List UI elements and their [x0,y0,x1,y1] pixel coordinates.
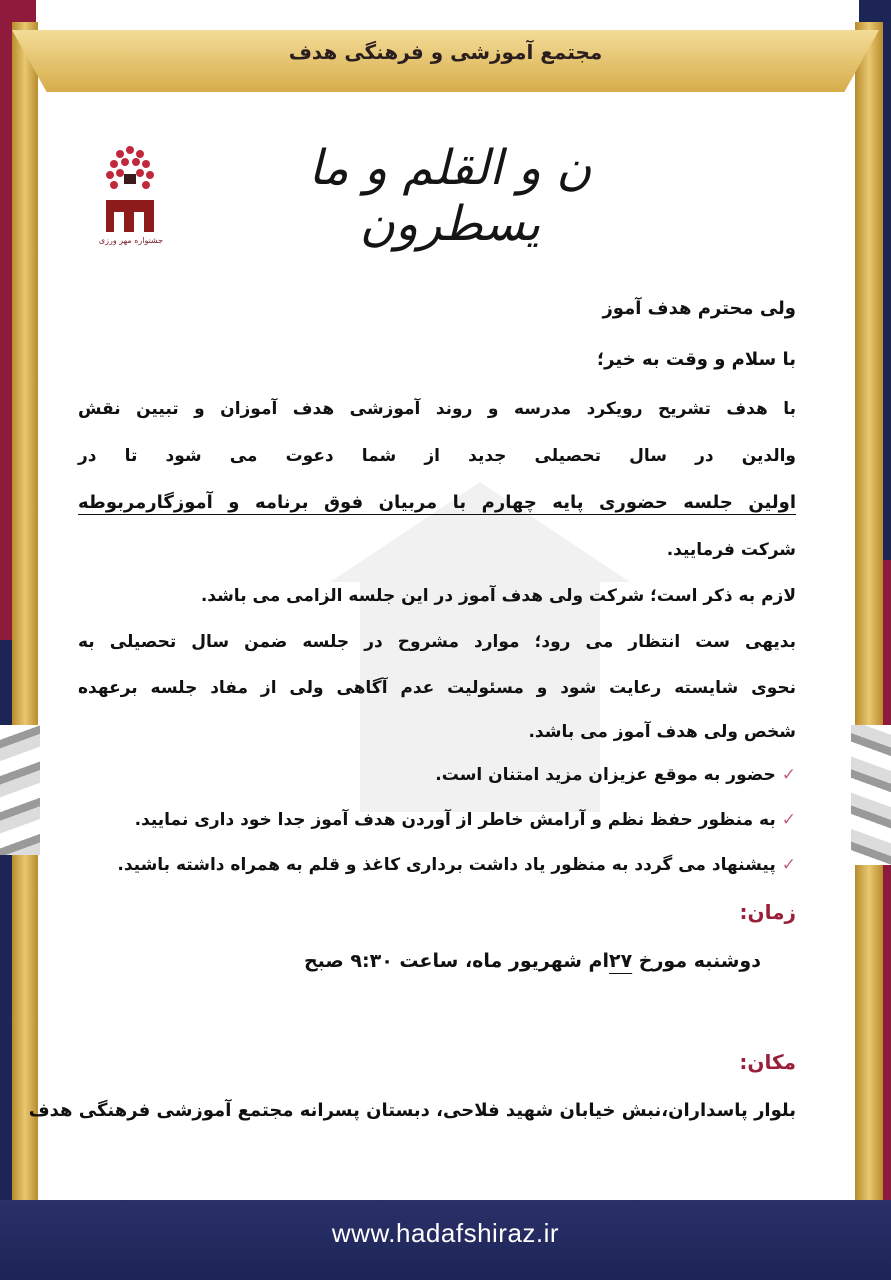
time-suffix: ام شهریور ماه، ساعت ۹:۳۰ صبح [303,950,609,972]
checkmark-icon: ✓ [781,855,796,875]
hadaf-logo-icon [100,140,160,250]
intro-line-2: والدین در سال تحصیلی جدید از شما دعوت می شود تا در [78,446,796,466]
intro-line-1: با هدف تشریح رویکرد مدرسه و روند آموزشی هدف آموزان و تبیین نقش [78,399,796,419]
list-item [435,763,796,787]
place-label: مکان: [739,1050,796,1074]
checkmark-icon: ✓ [781,765,796,785]
decorative-stripes-right [851,725,891,865]
expectation-line-2: نحوی شایسته رعایت شود و مسئولیت عدم آگاهی ولی از مفاد جلسه برعهده [78,678,796,698]
event-title: اولین جلسه حضوری پایه چهارم با مربیان فوق برنامه و آموزگارمربوطه [78,492,796,513]
decorative-stripes-left [0,725,40,855]
bullet-text: به منظور حفظ نظم و آرامش خاطر از آوردن هدف آموز جدا خود داری نمایید. [134,810,776,830]
bullet-text: پیشنهاد می گردد به منظور یاد داشت برداری کاغذ و قلم به همراه داشته باشید. [117,855,776,875]
gold-border-left [12,22,38,1202]
checkmark-icon: ✓ [781,810,796,830]
calligraphy-verse: ن و القلم و ما یسطرون [308,140,592,252]
gold-border-right [855,22,883,1202]
logo-caption: جشنواره مهر ورزی [98,236,164,245]
time-label: زمان: [739,900,796,924]
time-day: ۲۷ [608,950,633,972]
place-address: بلوار پاسداران،نبش خیابان شهید فلاحی، دبستان پسرانه مجتمع آموزشی فرهنگی هدف [28,1100,796,1121]
header-title: مجتمع آموزشی و فرهنگی هدف [288,40,603,64]
list-item [117,853,796,877]
attend-text: شرکت فرمایید. [666,540,796,560]
bullet-text: حضور به موقع عزیزان مزید امتنان است. [435,765,776,785]
mandatory-note: لازم به ذکر است؛ شرکت ولی هدف آموز در این جلسه الزامی می باشد. [200,586,796,606]
website-url: www.hadafshiraz.ir [331,1218,560,1248]
time-prefix: دوشنبه مورخ [632,950,761,972]
time-value [304,950,761,972]
expectation-line-1: بدیهی ست انتظار می رود؛ موارد مشروح در جلسه ضمن سال تحصیلی به [78,632,796,652]
expectation-line-3: شخص ولی هدف آموز می باشد. [528,722,796,742]
greeting: با سلام و وقت به خیر؛ [596,349,796,370]
list-item [135,808,796,832]
salutation: ولی محترم هدف آموز [602,298,796,319]
